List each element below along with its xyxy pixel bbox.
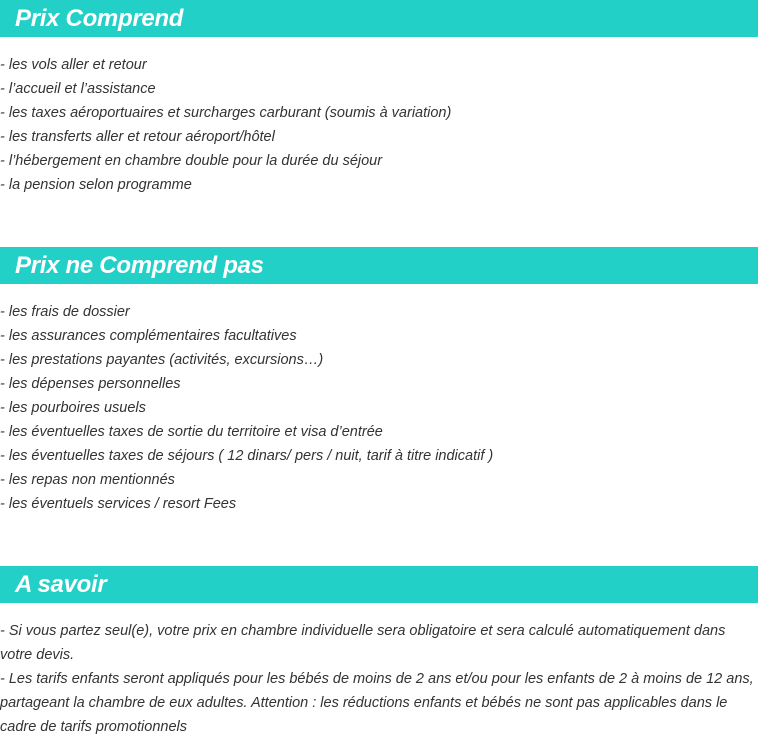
section-header-excluded [0, 247, 758, 284]
list-item: - les frais de dossier [0, 304, 130, 320]
list-item: - les repas non mentionnés [0, 472, 175, 488]
note-paragraph: - Si vous partez seul(e), votre prix en chambre individuelle sera obligatoire et sera calculé automatiquement dans votre devis. [0, 623, 726, 663]
note-paragraph: - Les tarifs enfants seront appliqués pour les bébés de moins de 2 ans et/ou pour les enfants de 2 à moins de 12 ans, partageant la chambre de eux adultes. Attention : les réductions enfants et bébés ne sont pas applicables dans le cadre de tarifs promotionnels [0, 671, 754, 735]
list-item: - les éventuels services / resort Fees [0, 496, 237, 512]
list-item: - les pourboires usuels [0, 400, 146, 416]
section-header-notes [0, 566, 758, 603]
list-item: - les transferts aller et retour aéroport/hôtel [0, 129, 275, 145]
list-item: - les prestations payantes (activités, excursions…) [0, 352, 324, 368]
list-item: - les éventuelles taxes de sortie du territoire et visa d’entrée [0, 424, 383, 440]
list-item: - les éventuelles taxes de séjours ( 12 dinars/ pers / nuit, tarif à titre indicatif ) [0, 448, 494, 464]
included-list [0, 53, 758, 197]
list-item: - les taxes aéroportuaires et surcharges carburant (soumis à variation) [0, 105, 452, 121]
section-header-included [0, 0, 758, 37]
excluded-list [0, 300, 758, 516]
section-title-included: Prix Comprend [15, 4, 184, 32]
list-item: - l’hébergement en chambre double pour la durée du séjour [0, 153, 383, 169]
list-item: - les dépenses personnelles [0, 376, 181, 392]
section-title-excluded: Prix ne Comprend pas [15, 251, 264, 279]
list-item: - les vols aller et retour [0, 57, 147, 73]
list-item: - l’accueil et l’assistance [0, 81, 156, 97]
list-item: - la pension selon programme [0, 177, 192, 193]
section-title-notes: A savoir [15, 570, 107, 598]
list-item: - les assurances complémentaires facultatives [0, 328, 297, 344]
